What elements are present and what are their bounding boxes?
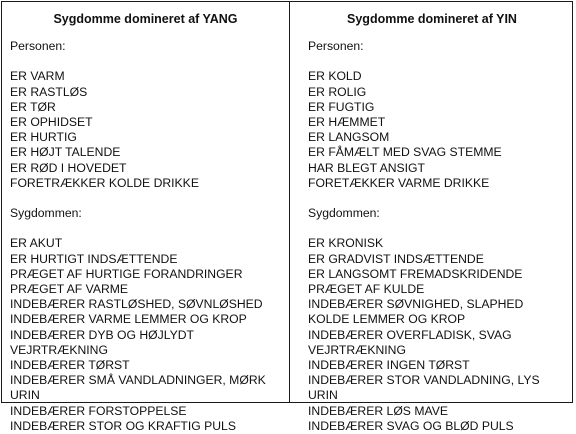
yin-body: [308, 39, 540, 434]
yang-person-label: Personen:: [10, 39, 66, 53]
yang-disease-item: VEJRTRÆKNING: [10, 342, 108, 357]
yang-disease-item: INDEBÆRER STOR OG KRAFTIG PULS: [10, 418, 236, 433]
yang-person-item: ER OPHIDSET: [10, 114, 93, 129]
yin-disease-item: INDEBÆRER SVAG OG BLØD PULS: [308, 418, 514, 433]
yin-person-item: ER KOLD: [308, 69, 362, 84]
spacer: [10, 191, 266, 206]
yang-disease-item: INDEBÆRER TØRST: [10, 357, 130, 372]
yin-disease-item: INDEBÆRER LØS MAVE: [308, 403, 448, 418]
yang-person-item: ER RØD I HOVEDET: [10, 160, 127, 175]
yin-disease-item: ER KRONISK: [308, 236, 384, 251]
yang-body: [10, 39, 266, 434]
yang-person-item: ER HURTIG: [10, 130, 77, 145]
yin-disease-item: INDEBÆRER SØVNIGHED, SLAPHED: [308, 297, 524, 312]
yin-disease-item: INDEBÆRER OVERFLADISK, SVAG: [308, 327, 512, 342]
yin-heading: Sygdomme domineret af YIN: [347, 12, 517, 26]
yang-disease-item: URIN: [10, 388, 40, 403]
yin-person-item: ER HÆMMET: [308, 114, 386, 129]
yin-disease-item: INDEBÆRER INGEN TØRST: [308, 357, 470, 372]
yin-column: [290, 2, 574, 433]
yang-disease-item: INDEBÆRER FORSTOPPELSE: [10, 403, 187, 418]
yang-disease-item: ER HURTIGT INDSÆTTENDE: [10, 251, 178, 266]
spacer: [10, 54, 266, 69]
yang-column: [2, 2, 289, 433]
yang-person-item: ER HØJT TALENDE: [10, 145, 121, 160]
yang-heading: Sygdomme domineret af YANG: [53, 12, 238, 26]
yin-person-item: FORETÆKKER VARME DRIKKE: [308, 175, 490, 190]
yang-disease-item: INDEBÆRER DYB OG HØJLYDT: [10, 327, 194, 342]
yang-person-item: FORETRÆKKER KOLDE DRIKKE: [10, 175, 199, 190]
yang-disease-item: INDEBÆRER RASTLØSHED, SØVNLØSHED: [10, 297, 263, 312]
yang-disease-item: ER AKUT: [10, 236, 63, 251]
yin-disease-item: ER GRADVIST INDSÆTTENDE: [308, 251, 484, 266]
yang-disease-item: INDEBÆRER VARME LEMMER OG KROP: [10, 312, 247, 327]
yin-disease-item: INDEBÆRER STOR VANDLADNING, LYS: [308, 373, 540, 388]
spacer: [308, 221, 540, 236]
yin-person-item: ER ROLIG: [308, 84, 367, 99]
spacer: [308, 191, 540, 206]
yin-disease-item: ER LANGSOMT FREMADSKRIDENDE: [308, 266, 523, 281]
spacer: [10, 221, 266, 236]
yin-person-label: Personen:: [308, 39, 364, 53]
yang-person-item: ER VARM: [10, 69, 65, 84]
yin-disease-item: URIN: [308, 388, 338, 403]
spacer: [308, 54, 540, 69]
yin-person-item: ER LANGSOM: [308, 130, 390, 145]
yin-disease-item: KOLDE LEMMER OG KROP: [308, 312, 466, 327]
yin-person-item: ER FUGTIG: [308, 99, 375, 114]
comparison-table: [1, 1, 573, 433]
yin-person-item: HAR BLEGT ANSIGT: [308, 160, 425, 175]
yin-disease-label: Sygdommen:: [308, 206, 380, 221]
yin-person-item: ER FÅMÆLT MED SVAG STEMME: [308, 145, 502, 160]
yang-person-item: ER RASTLØS: [10, 84, 88, 99]
yang-disease-item: INDEBÆRER SMÅ VANDLADNINGER, MØRK: [10, 373, 266, 388]
yin-disease-item: VEJRTRÆKNING: [308, 342, 406, 357]
yin-disease-item: PRÆGET AF KULDE: [308, 282, 425, 296]
yang-disease-label: Sygdommen:: [10, 206, 82, 221]
yang-person-item: ER TØR: [10, 99, 56, 114]
yang-disease-item: PRÆGET AF HURTIGE FORANDRINGER: [10, 266, 243, 281]
yang-disease-item: PRÆGET AF VARME: [10, 282, 129, 296]
